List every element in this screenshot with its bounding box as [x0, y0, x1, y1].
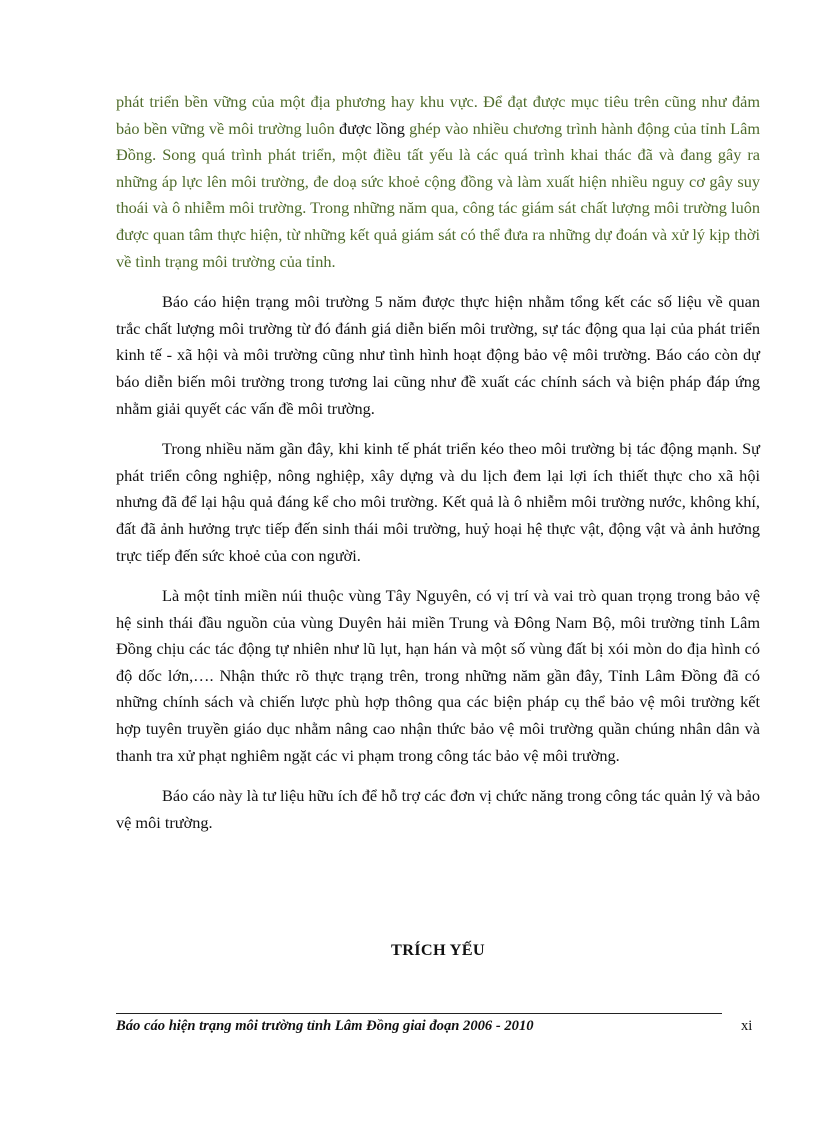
page-number: xi	[741, 1018, 753, 1034]
document-body	[116, 89, 760, 850]
paragraph-3: Trong nhiều năm gần đây, khi kinh tế phát triển kéo theo môi trường bị tác động mạnh. Sự phát triển công nghiệp, nông nghiệp, xây dựng và du lịch đem lại lợi ích thiết thực cho xã hội nhưng đã để lại hậu quả đáng kể cho môi trường. Kết quả là ô nhiễm môi trường nước, không khí, đất đã ảnh hưởng trực tiếp đến sinh thái môi trường, huỷ hoại hệ thực vật, động vật và ảnh hưởng trực tiếp đến sức khoẻ của con người.	[116, 439, 760, 565]
paragraph-1	[116, 89, 760, 275]
paragraph-2: Báo cáo hiện trạng môi trường 5 năm được thực hiện nhằm tổng kết các số liệu về quan trắc chất lượng môi trường từ đó đánh giá diễn biến môi trường, sự tác động qua lại của phát triển kinh tế - xã hội và môi trường cũng như tình hình hoạt động bảo vệ môi trường. Báo cáo còn dự báo diễn biến môi trường trong tương lai cũng như đề xuất các chính sách và biện pháp đáp ứng nhằm giải quyết các vấn đề môi trường.	[116, 292, 760, 418]
footer-title: Báo cáo hiện trạng môi trường tỉnh Lâm Đồng giai đoạn 2006 - 2010	[116, 1018, 534, 1034]
paragraph-4: Là một tỉnh miền núi thuộc vùng Tây Nguyên, có vị trí và vai trò quan trọng trong bảo vệ hệ sinh thái đầu nguồn của vùng Duyên hải miền Trung và Đông Nam Bộ, môi trường tỉnh Lâm Đồng chịu các tác động tự nhiên như lũ lụt, hạn hán và một số vùng đất bị xói mòn do địa hình có độ dốc lớn,…. Nhận thức rõ thực trạng trên, trong những năm gần đây, Tỉnh Lâm Đồng đã có những chính sách và chiến lược phù hợp thông qua các biện pháp cụ thể bảo vệ môi trường kết hợp tuyên truyền giáo dục nhằm nâng cao nhận thức bảo vệ môi trường quần chúng nhân dân và thanh tra xử phạt nghiêm ngặt các vi phạm trong công tác bảo vệ môi trường.	[116, 586, 760, 765]
paragraph-1-tail: ghép vào nhiều chương trình hành động của tỉnh Lâm Đồng. Song quá trình phát triển, một điều tất yếu là các quá trình khai thác đã và đang gây ra những áp lực lên môi trường, đe doạ sức khoẻ cộng đồng và làm xuất hiện nhiều nguy cơ gây suy thoái và ô nhiễm môi trường. Trong những năm qua, công tác giám sát chất lượng môi trường luôn được quan tâm thực hiện, từ những kết quả giám sát có thể đưa ra những dự đoán và xử lý kịp thời về tình trạng môi trường của tỉnh.	[116, 118, 760, 271]
paragraph-5: Báo cáo này là tư liệu hữu ích để hỗ trợ các đơn vị chức năng trong công tác quản lý và bảo vệ môi trường.	[116, 786, 760, 832]
section-heading: TRÍCH YẾU	[391, 940, 485, 959]
paragraph-1-lead: phát triển bền vững của một địa phương hay khu vực. Để đạt được mục tiêu trên cũng như đảm bảo bền vững về môi trường luôn	[116, 92, 760, 138]
paragraph-1-emphasis: được lồng	[334, 118, 405, 138]
footer-divider	[116, 1013, 722, 1014]
